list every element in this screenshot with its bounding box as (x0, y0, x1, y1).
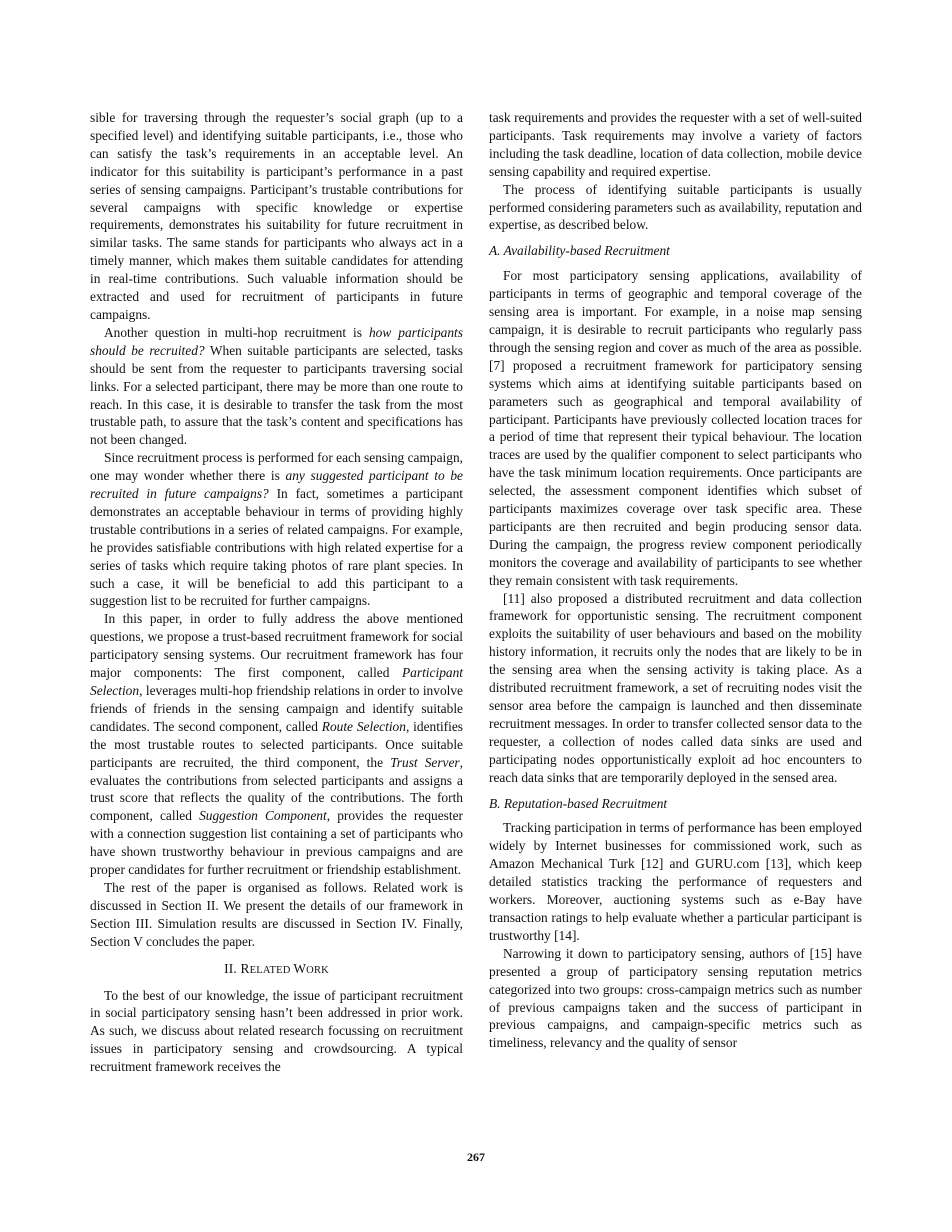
section-title-initial: R (240, 960, 250, 976)
paragraph: To the best of our knowledge, the issue of participant recruitment in social participatory sensing hasn’t been addressed in prior work. As such, we discuss about related research focussing on recruitment issues in participatory sensing and crowdsourcing. A typical recruitment framework receives the (90, 987, 463, 1075)
subsection-heading: A. Availability-based Recruitment (489, 243, 670, 259)
paragraph (90, 449, 463, 610)
text-run: In this paper, in order to fully address the above mentioned questions, we propose a trust-based recruitment framework for social participatory sensing systems. Our recruitment framework has four major components: The first component, called (90, 611, 463, 681)
emphasis: any suggested participant to be recruited in future campaigns? (90, 468, 463, 502)
page-number: 267 (467, 1150, 485, 1164)
section-title-smallcaps: ELATED (249, 964, 294, 976)
text-run: When suitable participants are selected, tasks should be sent from the requester to participants traversing social links. For a selected participant, there may be more than one route to reach. In this case, it is desirable to transfer the task from the most trustable path, to assure that the task’s content and specifications has not been changed. (90, 342, 463, 448)
paragraph: task requirements and provides the requester with a set of well-suited participants. Task requirements may involve a variety of factors including the task deadline, location of data collection, mobile device sensing capability and required expertise. (489, 110, 862, 179)
section-number: II. (224, 960, 241, 976)
emphasis: Trust Server (390, 754, 460, 770)
left-column (90, 109, 463, 1076)
section-title-smallcaps: ORK (306, 964, 329, 976)
paragraph (90, 324, 463, 449)
text-run: , evaluates the contributions from selected participants and assigns a trust score that reflects the quality of the contributions. The forth component, called (90, 754, 463, 824)
emphasis: Route Selection (321, 718, 406, 734)
paragraph: Tracking participation in terms of performance has been employed widely by Internet businesses for commissioned work, such as Amazon Mechanical Turk [12] and GURU.com [13], which keep detailed statistics tracking the performance of requesters and workers. Moreover, auctioning systems such as e-Bay have transaction ratings to help evaluate whether a particular participant is trustworthy [14]. (489, 820, 862, 943)
paragraph: The process of identifying suitable participants is usually performed considering parameters such as availability, reputation and expertise, as described below. (489, 181, 862, 233)
paragraph (90, 610, 463, 879)
paragraph: For most participatory sensing applications, availability of participants in terms of geographic and temporal coverage of the sensing area is important. For example, in a noise map sensing campaign, it is desirable to recruit participants who regularly pass through the sensing region and cover as much of the area as possible. [7] proposed a recruitment framework for participatory sensing systems which aims at identifying suitable participants based on parameters such as geographical and temporal availability of participant. Participants have previously collected location traces for a period of time that represent their typical behaviour. The location traces are used by the qualifier component to select participants who have the task minimum location requirements. Once participants are selected, the assessment component identifies which subset of participants maximizes coverage over task specific area. These participants are then recruited and begin producing sensor data. During the campaign, the progress review component periodically monitors the coverage and availability of participants to see whether they remain consistent with task requirements. (489, 268, 862, 588)
text-run: In fact, sometimes a participant demonstrates an acceptable behaviour in terms of providing highly trustable contributions in a series of related campaigns. For example, he provides satisfiable contributions with high related expertise for a series of tasks which require taking photos of rare plant species. In such a case, it will be beneficial to add this participant to a suggestion list to be recruited for further campaigns. (90, 486, 463, 609)
paragraph: Narrowing it down to participatory sensing, authors of [15] have presented a group of participatory sensing reputation metrics categorized into two groups: cross-campaign metrics such as number of previous campaigns taken and the success of participant in previous campaigns, and campaign-specific metrics such as timeliness, relevancy and the quality of sensor (489, 945, 862, 1051)
paragraph: The rest of the paper is organised as follows. Related work is discussed in Section II. We present the details of our framework in Section III. Simulation results are discussed in Section IV. Finally, Section V concludes the paper. (90, 879, 463, 949)
subsection-heading: B. Reputation-based Recruitment (489, 795, 668, 811)
emphasis: Suggestion Component (199, 808, 327, 824)
section-title-initial: W (293, 960, 307, 976)
section-heading (90, 960, 463, 980)
text-run: Another question in multi-hop recruitment is (104, 324, 369, 340)
emphasis: Participant Selection (90, 665, 463, 698)
text-run: Since recruitment process is performed for each sensing campaign, one may wonder whether there is (90, 450, 463, 484)
text-run: , identifies the most trustable routes to selected participants. Once suitable participants are recruited, the third component, the (90, 718, 463, 770)
paragraph: sible for traversing through the requester’s social graph (up to a specified level) and identifying suitable participants, i.e., those who can satisfy the task’s requirements in an acceptable level. An indicator for this suitability is participant’s performance in a past series of sensing campaigns. Participant’s trustable contributions for several campaigns with specific knowledge or expertise requirements, demonstrates his suitability for future recruitment in similar tasks. The same stands for participants who always act in a timely manner, which makes them suitable candidates for attending in real-time contributions. Such valuable information should be extracted and used for recruitment of participants in future campaigns. (90, 110, 463, 322)
right-column (489, 109, 862, 1052)
text-run: , provides the requester with a connection suggestion list containing a set of participants who have shown trustworthy behaviour in previous campaigns and are proper candidates for further recruitment or friendship establishment. (90, 808, 463, 878)
emphasis: how participants should be recruited? (90, 324, 463, 358)
text-run: , leverages multi-hop friendship relations in order to involve friends of friends in the sensing campaign and identify suitable candidates. The second component, called (90, 683, 463, 734)
paragraph: [11] also proposed a distributed recruitment and data collection framework for opportunistic sensing. The recruitment component exploits the suitability of user behaviours and based on the mobility history information, it recruits only the nodes that are likely to be in the sensing area when the sensing activity is taking place. As a distributed recruitment framework, a set of recruiting nodes visit the sensor area before the campaign is launched and then disseminate recruitment messages. In order to transfer collected sensor data to the requester, a collection of nodes called data sinks are used and participating nodes opportunistically exploit ad hoc encounters to reach data sinks that are temporarily deployed in the sensed area. (489, 590, 862, 785)
